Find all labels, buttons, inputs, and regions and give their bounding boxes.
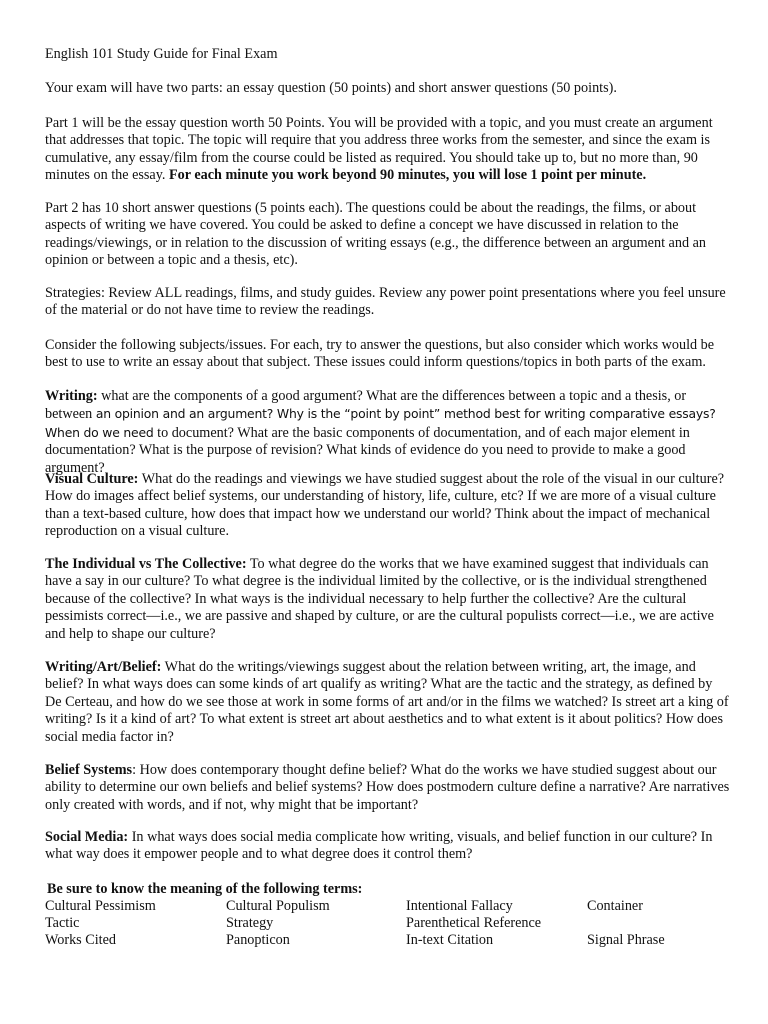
term: Panopticon	[226, 932, 290, 948]
terms-row	[45, 932, 735, 949]
visual-culture-section	[45, 471, 730, 541]
term: Works Cited	[45, 932, 116, 948]
belief-systems-label: Belief Systems	[45, 762, 133, 778]
term: Signal Phrase	[587, 932, 665, 948]
term: Cultural Populism	[226, 898, 330, 914]
part2-paragraph: Part 2 has 10 short answer questions (5 points each). The questions could be about the readings, the films, or about aspects of writing we have covered. You could be asked to define a concept we have discussed in relation to the readings/viewings, or in relation to the discussion of writing essays (e.g., the difference between an argument and an opinion or between a topic and a thesis, etc).	[45, 200, 706, 269]
writing-label: Writing:	[45, 388, 98, 404]
writing-text-3: to document? What are the basic components of documentation, and of each major element in documentation? What is the purpose of revision? What kinds of evidence do you need to provide to make a good argument?	[45, 424, 690, 476]
belief-systems-section	[45, 762, 730, 814]
writing-art-belief-label: Writing/Art/Belief:	[45, 659, 162, 675]
individual-collective-text: To what degree do the works that we have examined suggest that individuals can have a say in our culture? To what degree is the individual limited by the collective, or is the individual strengthened because of the collective? In what ways is the individual necessary to help further the collective? Are the cultural pessimists correct—i.e., we are passive and shaped by culture, or are the cultural populists correct—i.e., we are active and help to shape our culture?	[45, 556, 714, 642]
visual-culture-text: What do the readings and viewings we have studied suggest about the role of the visual in our culture? How do images affect belief systems, our understanding of history, life, culture, etc? If we are more of a visual culture than a text-based culture, how does that impact how we understand our world? Think about the impact of mechanical reproduction on a visual culture.	[45, 471, 725, 540]
individual-collective-section	[45, 556, 730, 643]
belief-systems-text: : How does contemporary thought define belief? What do the works we have studied suggest about our ability to determine our own beliefs and belief systems? How does postmodern culture define a narrative? Are narratives only created with words, and if not, why might that be important?	[45, 762, 730, 813]
terms-row	[45, 915, 735, 932]
term: Strategy	[226, 915, 274, 931]
terms-grid	[45, 898, 735, 949]
visual-culture-label: Visual Culture:	[45, 471, 139, 487]
terms-heading: Be sure to know the meaning of the following terms:	[47, 881, 363, 897]
writing-section	[45, 388, 730, 477]
social-media-label: Social Media:	[45, 829, 129, 845]
part1-penalty-note: For each minute you work beyond 90 minutes, you will lose 1 point per minute.	[169, 167, 647, 184]
term: Container	[587, 898, 643, 914]
term: Tactic	[45, 915, 80, 931]
writing-text-1: what are the components of a good argument? What are the differences between a topic and a thesis, or between	[45, 388, 687, 423]
part1-text: Part 1 will be the essay question worth 50 Points. You will be provided with a topic, and you must create an argument that addresses that topic. The topic will require that you address three works from the semester, and since the exam is cumulative, any essay/film from the course could be listed as required. You should take up to, but no more than, 90 minutes on the essay.	[45, 115, 713, 184]
strategies-paragraph: Strategies: Review ALL readings, films, and study guides. Review any power point presentations where you feel unsure of the material or do not have time to review the readings.	[45, 285, 726, 319]
writing-art-belief-section	[45, 659, 730, 746]
social-media-section	[45, 829, 730, 864]
term: In-text Citation	[406, 932, 494, 948]
writing-text-2: an opinion and an argument? Why is the “point by point” method best for writing comparative essays? When do we need	[45, 406, 716, 440]
writing-art-belief-text: What do the writings/viewings suggest about the relation between writing, art, the image, and belief? In what ways does can some kinds of art qualify as writing? What are the tactic and the strategy, as defined by De Certeau, and how do we see those at work in some forms of art and/or in the films we watched? Is street art a king of writing? Is it a kind of art? To what extent is street art about aesthetics and to what extent is it about politics? How does social media factor in?	[45, 659, 729, 745]
document-title: English 101 Study Guide for Final Exam	[45, 46, 278, 62]
part1-paragraph	[45, 115, 730, 185]
term: Intentional Fallacy	[406, 898, 513, 914]
term: Parenthetical Reference	[406, 915, 542, 931]
consider-paragraph: Consider the following subjects/issues. For each, try to answer the questions, but also consider which works would be best to use to write an essay about that subject. These issues could inform questions/topics in both parts of the exam.	[45, 337, 715, 371]
individual-collective-label: The Individual vs The Collective:	[45, 556, 247, 572]
intro-paragraph: Your exam will have two parts: an essay question (50 points) and short answer questions (50 points).	[45, 80, 617, 96]
term: Cultural Pessimism	[45, 898, 156, 914]
social-media-text: In what ways does social media complicate how writing, visuals, and belief function in our culture? In what way does it empower people and to what degree does it control them?	[45, 829, 713, 863]
terms-row	[45, 898, 735, 915]
